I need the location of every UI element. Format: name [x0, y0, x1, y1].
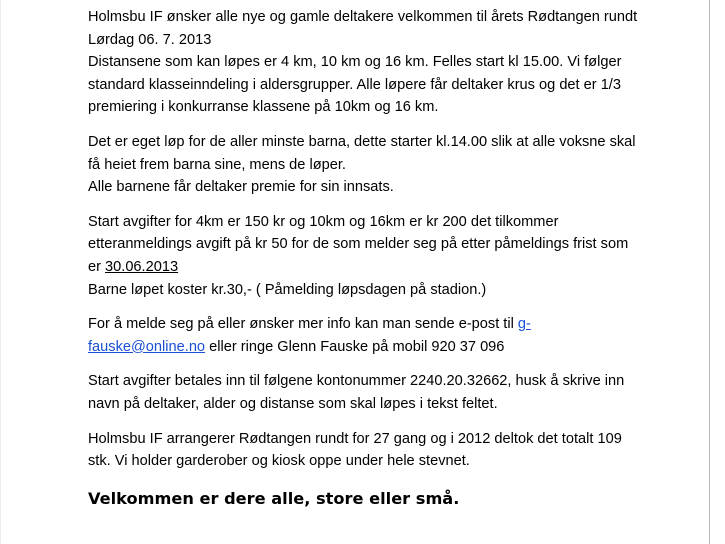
email-link-part-1[interactable]: g-: [517, 316, 531, 333]
page-right-edge: [709, 0, 710, 544]
text-line: [88, 336, 688, 359]
document-body: [88, 6, 688, 511]
text-line: Barne løpet koster kr.30,- ( Påmelding løpsdagen på stadion.): [88, 281, 487, 298]
text-line: etteranmeldings avgift på kr 50 for de som melder seg på etter påmeldings frist som: [88, 236, 629, 253]
text-fragment: er: [88, 258, 106, 275]
text-line: [88, 256, 688, 279]
paragraph-kids-race: [88, 131, 688, 199]
paragraph-welcome: [88, 6, 688, 119]
closing-heading: Velkommen er dere alle, store eller små.: [88, 488, 460, 508]
paragraph-fees: [88, 211, 688, 301]
text-line: standard klasseinndeling i aldersgrupper. Alle løpere får deltaker krus og det er 1/3: [88, 76, 621, 93]
text-line: premiering i konkurranse klassene på 10km og 16 km.: [88, 99, 439, 116]
text-fragment: For å melde seg på eller ønsker mer info kan man sende e-post til: [88, 316, 518, 333]
text-line: Start avgifter for 4km er 150 kr og 10km og 16km er kr 200 det tilkommer: [88, 213, 559, 230]
deadline-date: 30.06.2013: [105, 258, 179, 275]
text-line: Holmsbu IF arrangerer Rødtangen rundt for 27 gang og i 2012 deltok det totalt 109: [88, 430, 622, 447]
paragraph-payment: [88, 370, 688, 415]
text-line-date: Lørdag 06. 7. 2013: [88, 31, 212, 48]
text-line: navn på deltaker, alder og distanse som skal løpes i tekst feltet.: [88, 395, 498, 412]
text-line: Alle barnene får deltaker premie for sin innsats.: [88, 179, 394, 196]
paragraph-contact: [88, 313, 688, 358]
text-line: Det er eget løp for de aller minste barna, dette starter kl.14.00 slik at alle voksne skal: [88, 133, 636, 150]
text-line: Holmsbu IF ønsker alle nye og gamle deltakere velkommen til årets Rødtangen rundt: [88, 9, 638, 25]
text-line: stk. Vi holder garderober og kiosk oppe under hele stevnet.: [88, 453, 470, 470]
page-left-edge: [0, 0, 1, 544]
text-fragment: eller ringe Glenn Fauske på mobil 920 37 096: [205, 338, 505, 355]
paragraph-history: [88, 428, 688, 473]
text-line: Distansene som kan løpes er 4 km, 10 km og 16 km. Felles start kl 15.00. Vi følger: [88, 54, 622, 71]
text-line: Start avgifter betales inn til følgene kontonummer 2240.20.32662, husk å skrive inn: [88, 373, 625, 390]
text-line: [88, 313, 688, 336]
text-line: få heiet frem barna sine, mens de løper.: [88, 156, 346, 173]
email-link-part-2[interactable]: fauske@online.no: [88, 338, 206, 355]
